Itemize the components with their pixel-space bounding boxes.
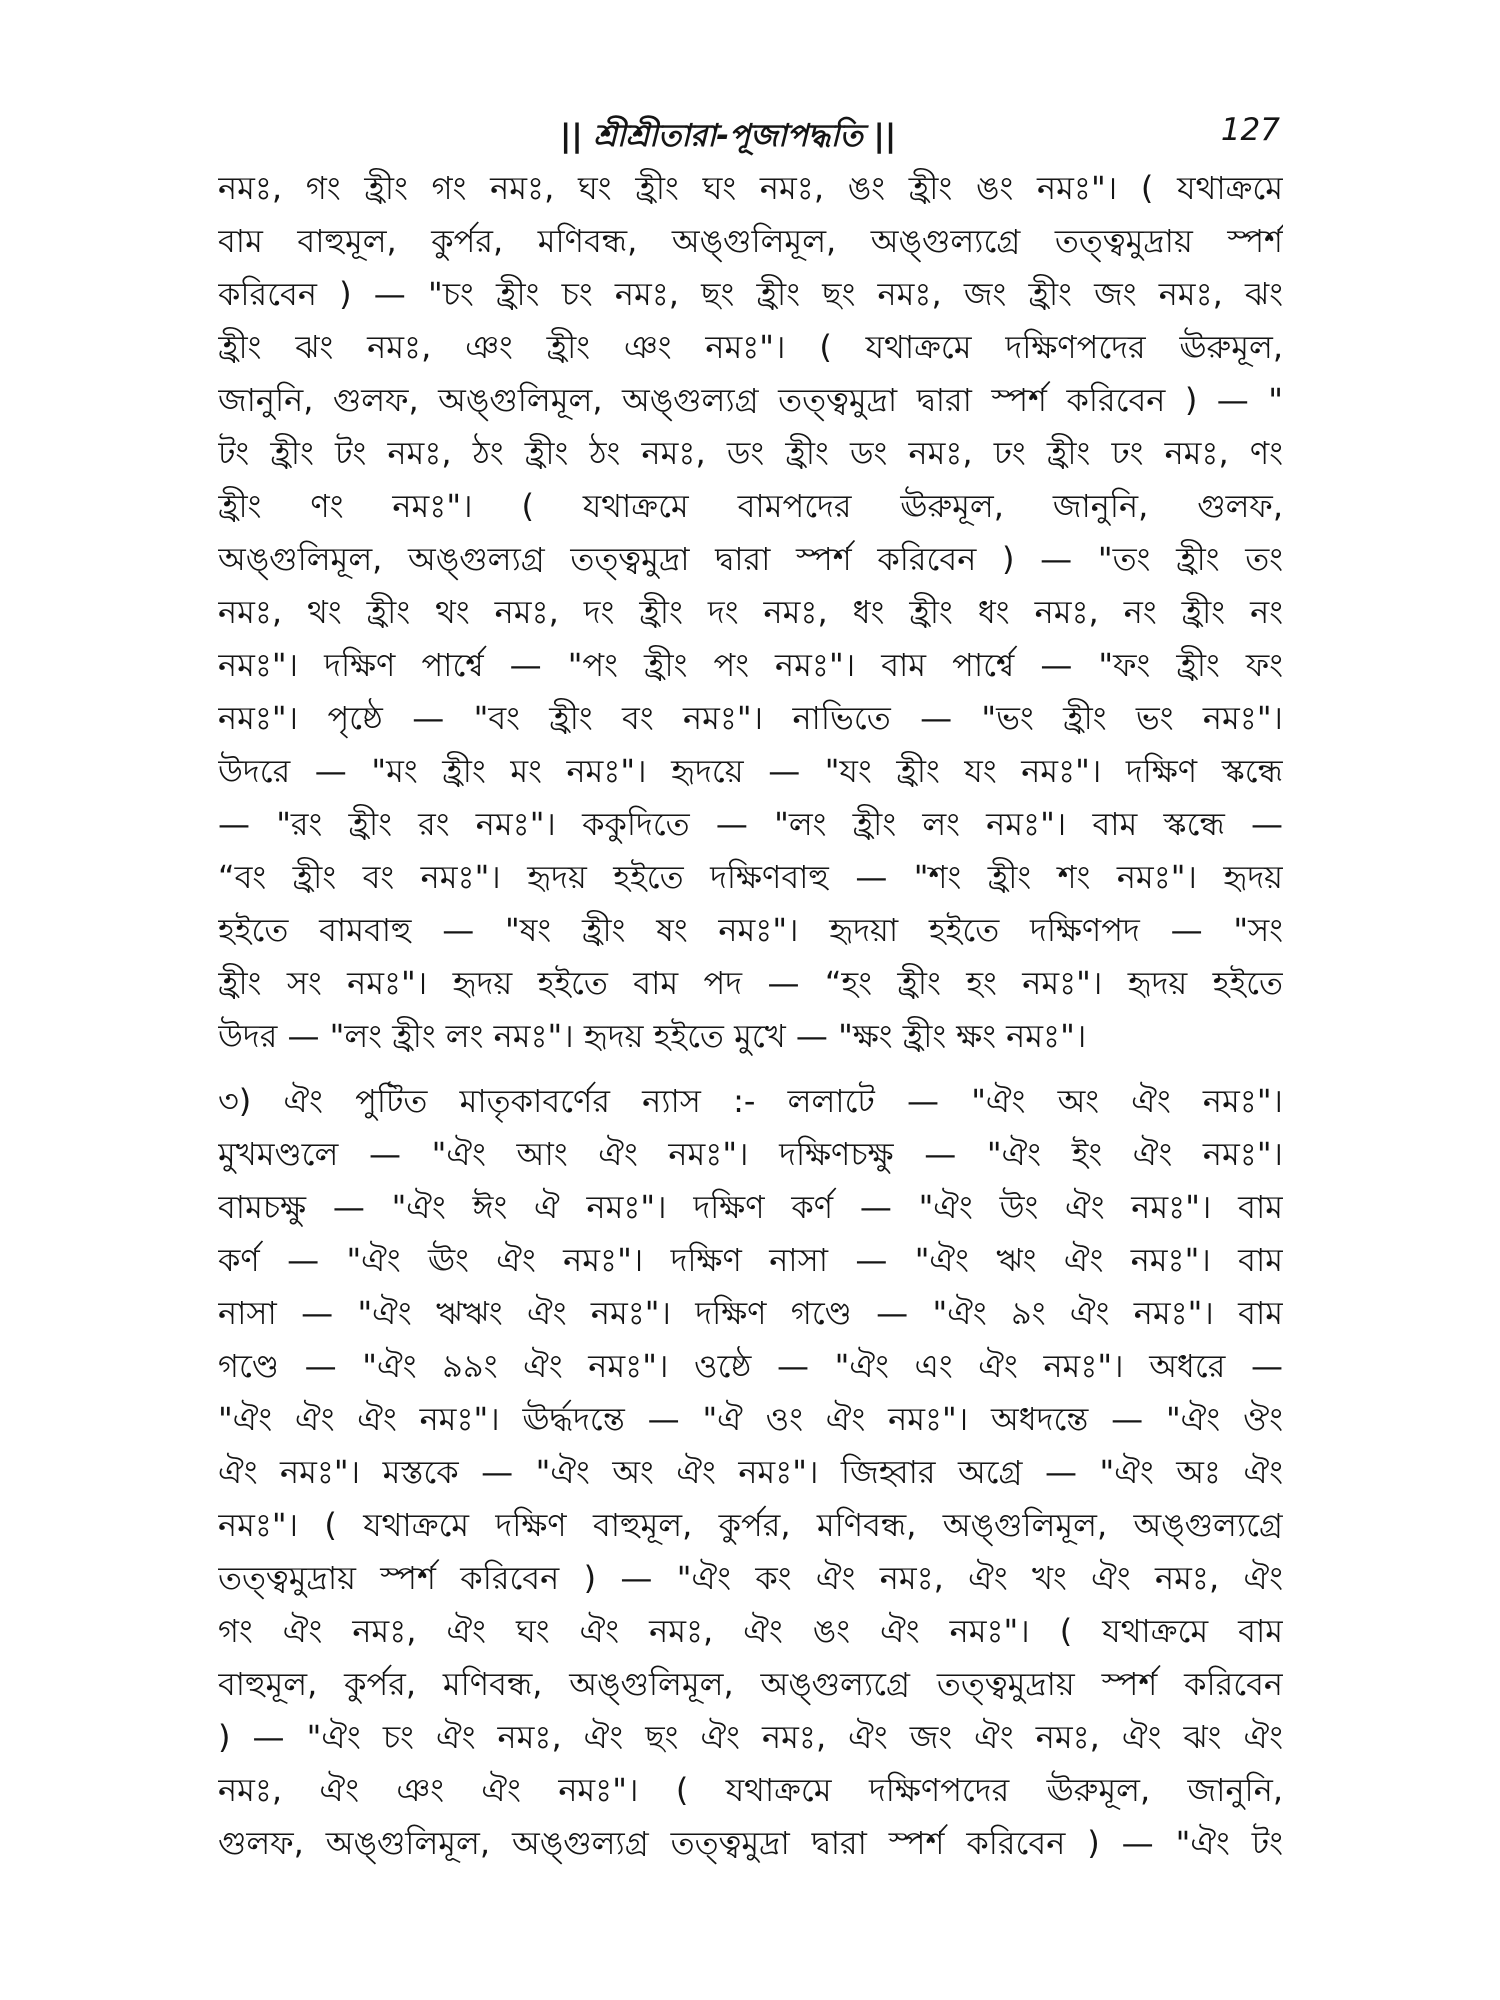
text-line: উদর — "লং হ্রীং লং নমঃ"। হৃদয় হইতে মুখে — "ক্ষং হ্রীং ক্ষং নমঃ"। (218, 1017, 1087, 1055)
text-line: হ্রীং ঝং নমঃ, ঞং হ্রীং ঞং নমঃ"। ( যথাক্রমে দক্ষিণপদের ঊরুমূল, (218, 328, 1283, 366)
text-line: টং হ্রীং টং নমঃ, ঠং হ্রীং ঠং নমঃ, ডং হ্রীং ডং নমঃ, ঢং হ্রীং ঢং নমঃ, ণং (218, 434, 1283, 472)
text-line: "ঐং ঐং ঐং নমঃ"। ঊর্দ্ধদন্তে — "ঐ ওং ঐং নমঃ"। অধদন্তে — "ঐং ঔং (218, 1400, 1283, 1438)
text-line: হ্রীং সং নমঃ"। হৃদয় হইতে বাম পদ — “হং হ্রীং হং নমঃ"। হৃদয় হইতে (218, 964, 1283, 1002)
text-line: তত্ত্বমুদ্রায় স্পর্শ করিবেন ) — "ঐং কং ঐং নমঃ, ঐং খং ঐং নমঃ, ঐং (218, 1559, 1283, 1597)
page-header (200, 112, 1280, 164)
text-line: — "রং হ্রীং রং নমঃ"। ককুদিতে — "লং হ্রীং লং নমঃ"। বাম স্কন্ধে — (218, 805, 1283, 843)
text-line: নমঃ"। পৃষ্ঠে — "বং হ্রীং বং নমঃ"। নাভিতে — "ভং হ্রীং ভং নমঃ"। (218, 699, 1283, 737)
text-line: উদরে — "মং হ্রীং মং নমঃ"। হৃদয়ে — "যং হ্রীং যং নমঃ"। দক্ষিণ স্কন্ধে (218, 752, 1283, 790)
text-line: ) — "ঐং চং ঐং নমঃ, ঐং ছং ঐং নমঃ, ঐং জং ঐং নমঃ, ঐং ঝং ঐং (218, 1718, 1283, 1756)
text-line: নাসা — "ঐং ঋঋং ঐং নমঃ"। দক্ষিণ গণ্ডে — "ঐং ৯ং ঐং নমঃ"। বাম (218, 1294, 1283, 1332)
text-line: ঐং নমঃ"। মস্তকে — "ঐং অং ঐং নমঃ"। জিহ্বার অগ্রে — "ঐং অঃ ঐং (218, 1453, 1283, 1491)
text-line: অঙ্গুলিমূল, অঙ্গুল্যগ্র তত্ত্বমুদ্রা দ্বারা স্পর্শ করিবেন ) — "তং হ্রীং তং (218, 540, 1283, 578)
running-title: || শ্রীশ্রীতারা-পূজাপদ্ধতি || (560, 118, 897, 154)
text-line: গং ঐং নমঃ, ঐং ঘং ঐং নমঃ, ঐং ঙং ঐং নমঃ"। ( যথাক্রমে বাম (218, 1612, 1283, 1650)
text-line: “বং হ্রীং বং নমঃ"। হৃদয় হইতে দক্ষিণবাহু — "শং হ্রীং শং নমঃ"। হৃদয় (218, 858, 1283, 896)
text-line: জানুনি, গুলফ, অঙ্গুলিমূল, অঙ্গুল্যগ্র তত্ত্বমুদ্রা দ্বারা স্পর্শ করিবেন ) — " (218, 381, 1283, 419)
text-line: বামচক্ষু — "ঐং ঈং ঐ নমঃ"। দক্ষিণ কর্ণ — "ঐং উং ঐং নমঃ"। বাম (218, 1188, 1283, 1226)
text-line: গুলফ, অঙ্গুলিমূল, অঙ্গুল্যগ্র তত্ত্বমুদ্রা দ্বারা স্পর্শ করিবেন ) — "ঐং টং (218, 1824, 1283, 1862)
page-number: 127 (1220, 112, 1280, 148)
text-line: হ্রীং ণং নমঃ"। ( যথাক্রমে বামপদের ঊরুমূল, জানুনি, গুলফ, (218, 487, 1283, 525)
text-line: করিবেন ) — "চং হ্রীং চং নমঃ, ছং হ্রীং ছং নমঃ, জং হ্রীং জং নমঃ, ঝং (218, 275, 1283, 313)
text-line: হইতে বামবাহু — "ষং হ্রীং ষং নমঃ"। হৃদয়া হইতে দক্ষিণপদ — "সং (218, 911, 1283, 949)
paragraph-aim-putita-nyasa (218, 1075, 1283, 1870)
paragraph-matrika-nyasa-hrim (218, 162, 1283, 1063)
text-line: নমঃ, ঐং ঞং ঐং নমঃ"। ( যথাক্রমে দক্ষিণপদের ঊরুমূল, জানুনি, (218, 1771, 1283, 1809)
text-line: নমঃ, থং হ্রীং থং নমঃ, দং হ্রীং দং নমঃ, ধং হ্রীং ধং নমঃ, নং হ্রীং নং (218, 593, 1283, 631)
text-line: মুখমণ্ডলে — "ঐং আং ঐং নমঃ"। দক্ষিণচক্ষু — "ঐং ইং ঐং নমঃ"। (218, 1135, 1283, 1173)
text-line: নমঃ"। দক্ষিণ পার্শ্বে — "পং হ্রীং পং নমঃ"। বাম পার্শ্বে — "ফং হ্রীং ফং (218, 646, 1283, 684)
text-line: কর্ণ — "ঐং ঊং ঐং নমঃ"। দক্ষিণ নাসা — "ঐং ঋং ঐং নমঃ"। বাম (218, 1241, 1283, 1279)
text-line: নমঃ"। ( যথাক্রমে দক্ষিণ বাহুমূল, কুর্পর, মণিবন্ধ, অঙ্গুলিমূল, অঙ্গুল্যগ্রে (218, 1506, 1283, 1544)
text-line: বাম বাহুমূল, কুর্পর, মণিবন্ধ, অঙ্গুলিমূল, অঙ্গুল্যগ্রে তত্ত্বমুদ্রায় স্পর্শ (218, 222, 1283, 260)
text-line: ৩) ঐং পুটিত মাতৃকাবর্ণের ন্যাস :- ললাটে — "ঐং অং ঐং নমঃ"। (218, 1082, 1283, 1120)
text-line: গণ্ডে — "ঐং ৯৯ং ঐং নমঃ"। ওষ্ঠে — "ঐং এং ঐং নমঃ"। অধরে — (218, 1347, 1283, 1385)
text-line: নমঃ, গং হ্রীং গং নমঃ, ঘং হ্রীং ঘং নমঃ, ঙং হ্রীং ঙং নমঃ"। ( যথাক্রমে (218, 169, 1283, 207)
text-line: বাহুমূল, কুর্পর, মণিবন্ধ, অঙ্গুলিমূল, অঙ্গুল্যগ্রে তত্ত্বমুদ্রায় স্পর্শ করিবেন (218, 1665, 1283, 1703)
